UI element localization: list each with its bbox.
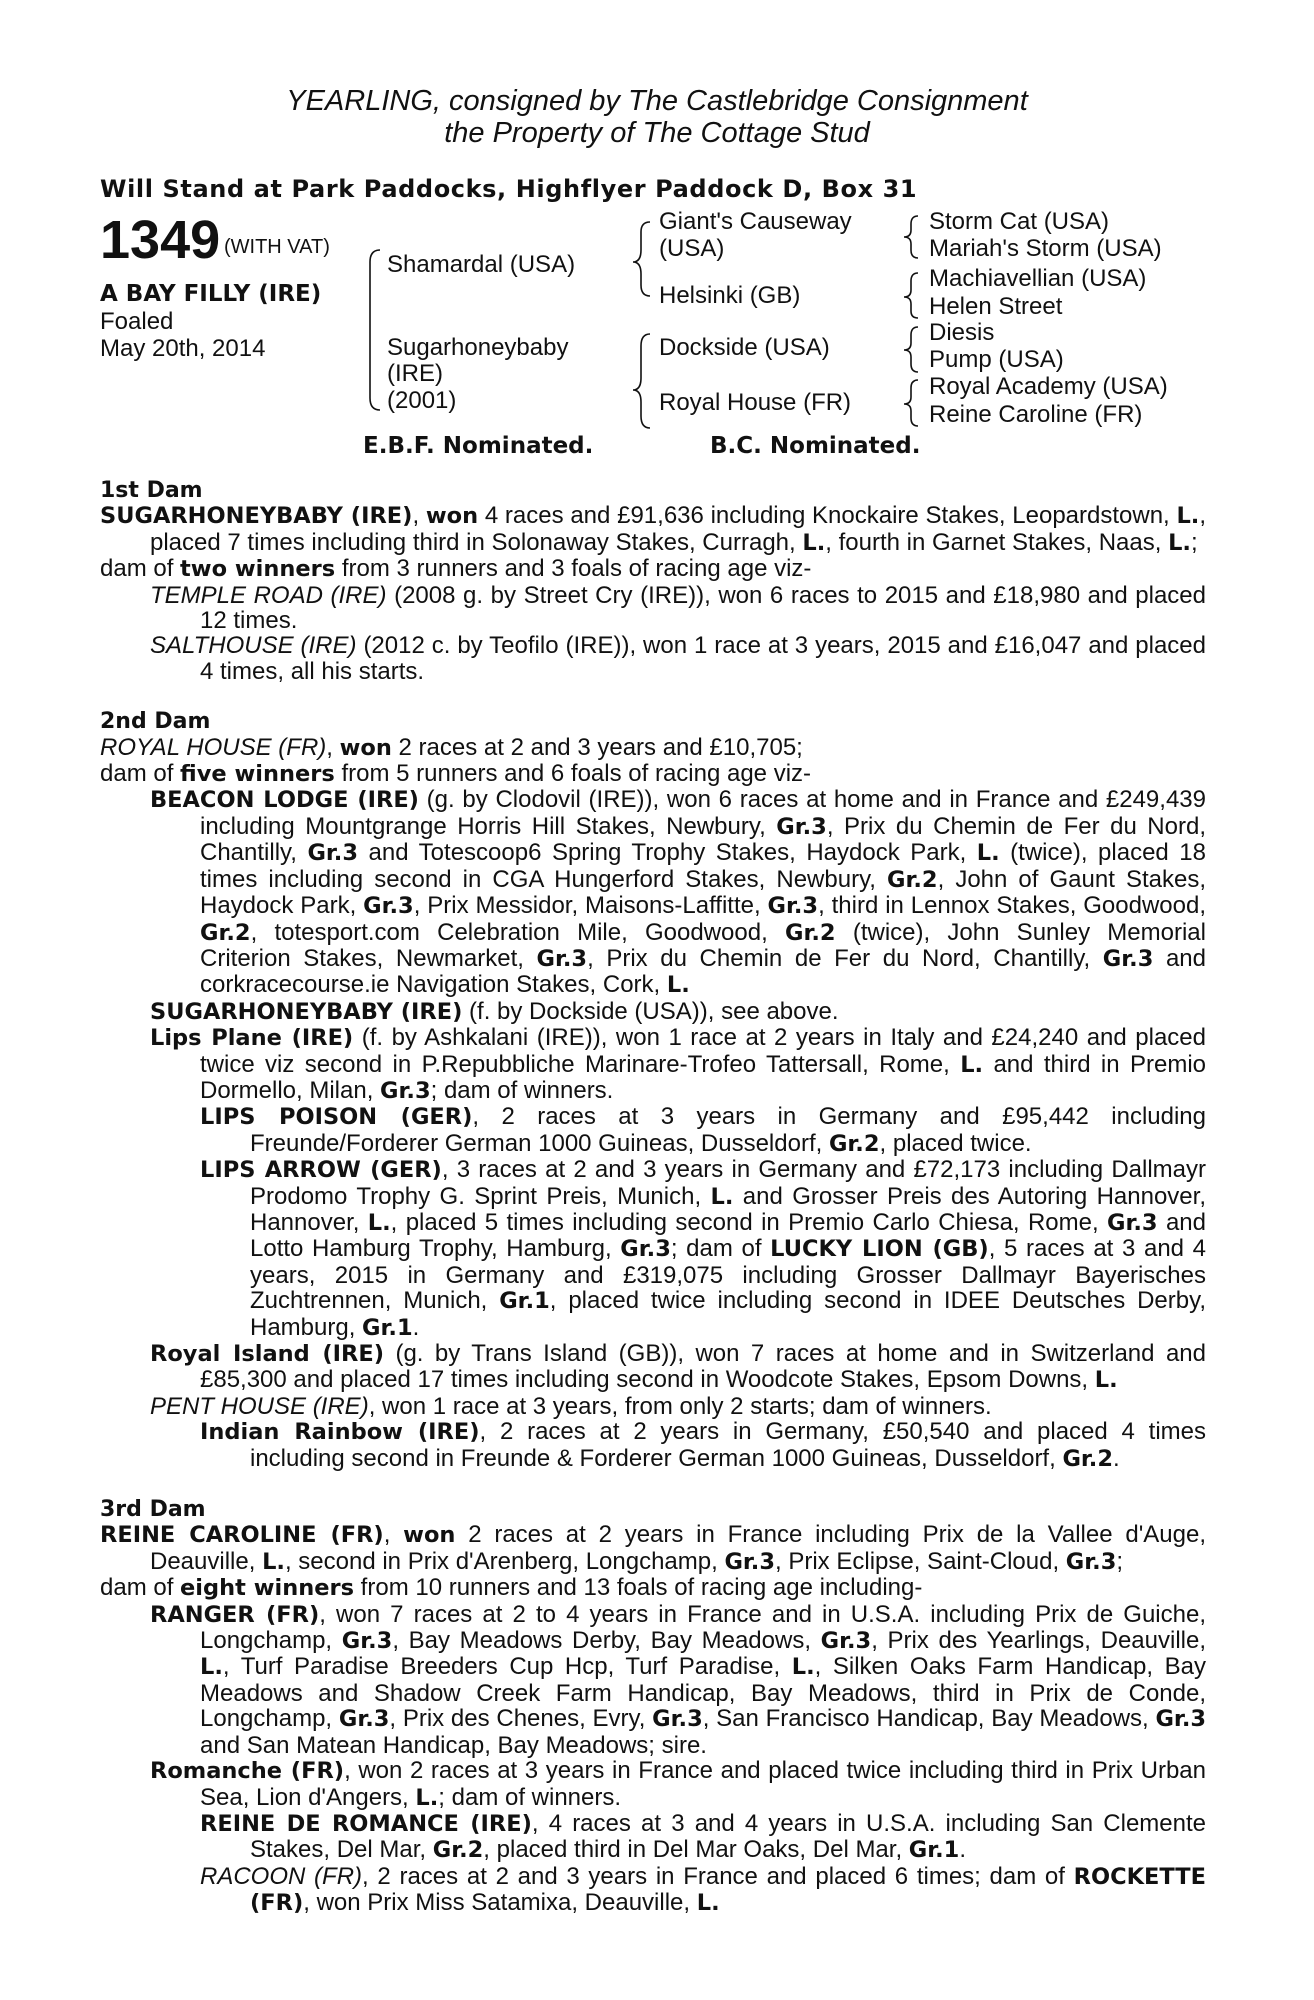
grand-produce-entry: LIPS POISON (GER), 2 races at 3 years in Germany and £95,442 including Freunde/Forderer German 1000 Guineas, Dusseldorf, Gr.2, placed twice.	[200, 1103, 1206, 1157]
sdd-name: Helen Street	[929, 293, 1063, 320]
property-line: the Property of The Cottage Stud	[444, 117, 870, 149]
third-dam-produce-summary: dam of eight winners from 10 runners and 13 foals of racing age including-	[100, 1574, 923, 1602]
produce-entry: Romanche (FR), won 2 races at 3 years in France and placed twice including third in Prix Urban Sea, Lion d'Angers, L.; dam of winners.	[150, 1757, 1207, 1811]
sss-name: Storm Cat (USA)	[929, 208, 1110, 235]
produce-entry: RANGER (FR), won 7 races at 2 to 4 years in France and in U.S.A. including Prix de Guiche, Longchamp, Gr.3, Bay Meadows Derby, Bay Meadows, Gr.3, Prix des Yearlings, Deauville, L., Turf Paradise Breeders Cup Hcp, Turf Paradise, L., Silken Oaks Farm Handicap, Bay Meadows and Shadow Creek Farm Handicap, Bay Meadows, third in Prix de Conde, Longchamp, Gr.3, Prix des Chenes, Evry, Gr.3, San Francisco Handicap, Bay Meadows, Gr.3 and San Matean Handicap, Bay Meadows; sire.	[150, 1600, 1207, 1759]
third-dam-record: REINE CAROLINE (FR), won 2 races at 2 years in France including Prix de la Vallee d'Auge, Deauville, L., second in Prix d'Arenberg, Longchamp, Gr.3, Prix Eclipse, Saint-Cloud, Gr.3;	[100, 1521, 1206, 1575]
ebf-nominated: E.B.F. Nominated.	[363, 433, 594, 459]
second-dam-heading: 2nd Dam	[100, 709, 211, 735]
sds-name: Machiavellian (USA)	[929, 265, 1147, 292]
dam-year: (2001)	[387, 387, 457, 414]
second-dam-record: ROYAL HOUSE (FR), won 2 races at 2 and 3 years and £10,705;	[100, 733, 803, 761]
first-dam-record: SUGARHONEYBABY (IRE), won 4 races and £91,636 including Knockaire Stakes, Leopardstown, L., placed 7 times including third in Solonaway Stakes, Curragh, L., fourth in Garnet Stakes, Naas, L.;	[100, 502, 1207, 556]
produce-entry: Lips Plane (IRE) (f. by Ashkalani (IRE)), won 1 race at 2 years in Italy and £24,240 and placed twice viz second in P.Repubbliche Marinare-Trofeo Tattersall, Rome, L. and third in Premio Dormello, Milan, Gr.3; dam of winners.	[150, 1024, 1206, 1104]
stand-location: Will Stand at Park Paddocks, Highflyer Paddock D, Box 31	[100, 175, 918, 203]
sire-dam-name: Helsinki (GB)	[659, 282, 801, 309]
produce-entry: SALTHOUSE (IRE) (2012 c. by Teofilo (IRE)), won 1 race at 3 years, 2015 and £16,047 and placed 4 times, all his starts.	[150, 632, 1207, 685]
lot-name: A BAY FILLY (IRE)	[100, 281, 322, 307]
ddd-name: Reine Caroline (FR)	[929, 401, 1143, 428]
second-dam-produce-summary: dam of five winners from 5 runners and 6 foals of racing age viz-	[100, 760, 812, 788]
sire-name: Shamardal (USA)	[387, 251, 576, 278]
sire-sire-name: Giant's Causeway	[659, 208, 852, 235]
dam-name: Sugarhoneybaby	[387, 334, 569, 361]
produce-entry: BEACON LODGE (IRE) (g. by Clodovil (IRE)), won 6 races at home and in France and £249,439 including Mountgrange Horris Hill Stakes, Newbury, Gr.3, Prix du Chemin de Fer du Nord, Chantilly, Gr.3 and Totescoop6 Spring Trophy Stakes, Haydock Park, L. (twice), placed 18 times including second in CGA Hungerford Stakes, Newbury, Gr.2, John of Gaunt Stakes, Haydock Park, Gr.3, Prix Messidor, Maisons-Laffitte, Gr.3, third in Lennox Stakes, Goodwood, Gr.2, totesport.com Celebration Mile, Goodwood, Gr.2 (twice), John Sunley Memorial Criterion Stakes, Newmarket, Gr.3, Prix du Chemin de Fer du Nord, Chantilly, Gr.3 and corkracecourse.ie Navigation Stakes, Cork, L.	[150, 786, 1207, 999]
dam-country: (IRE)	[387, 360, 443, 387]
foaled-date: May 20th, 2014	[100, 335, 266, 362]
dss-name: Diesis	[929, 319, 995, 346]
grand-produce-entry: LIPS ARROW (GER), 3 races at 2 and 3 years in Germany and £72,173 including Dallmayr Prodomo Trophy G. Sprint Preis, Munich, L. and Grosser Preis des Autoring Hannover, Hannover, L., placed 5 times including second in Premio Carlo Chiesa, Rome, Gr.3 and Lotto Hamburg Trophy, Hamburg, Gr.3; dam of LUCKY LION (GB), 5 races at 3 and 4 years, 2015 in Germany and £319,075 including Grosser Dallmayr Bayerisches Zuchtrennen, Munich, Gr.1, placed twice including second in IDEE Deutsches Derby, Hamburg, Gr.1.	[200, 1156, 1207, 1341]
dsd-name: Pump (USA)	[929, 346, 1064, 373]
third-dam-heading: 3rd Dam	[100, 1497, 206, 1523]
bc-nominated: B.C. Nominated.	[710, 433, 921, 459]
vat-note: (WITH VAT)	[224, 236, 330, 258]
produce-entry: Royal Island (IRE) (g. by Trans Island (GB)), won 7 races at home and in Switzerland and £85,300 and placed 17 times including second in Woodcote Stakes, Epsom Downs, L.	[150, 1340, 1206, 1394]
grand-produce-entry: Indian Rainbow (IRE), 2 races at 2 years in Germany, £50,540 and placed 4 times including second in Freunde & Forderer German 1000 Guineas, Dusseldorf, Gr.2.	[200, 1418, 1206, 1472]
sire-sire-country: (USA)	[659, 235, 725, 262]
dam-dam-name: Royal House (FR)	[659, 389, 852, 416]
first-dam-heading: 1st Dam	[100, 478, 203, 503]
produce-entry: SUGARHONEYBABY (IRE) (f. by Dockside (USA)), see above.	[150, 997, 839, 1025]
grand-produce-entry: RACOON (FR), 2 races at 2 and 3 years in France and placed 6 times; dam of ROCKETTE (FR), won Prix Miss Satamixa, Deauville, L.	[200, 1862, 1207, 1917]
produce-entry: PENT HOUSE (IRE), won 1 race at 3 years, from only 2 starts; dam of winners.	[150, 1392, 992, 1420]
produce-entry: TEMPLE ROAD (IRE) (2008 g. by Street Cry (IRE)), won 6 races to 2015 and £18,980 and placed 12 times.	[150, 581, 1206, 635]
ssd-name: Mariah's Storm (USA)	[929, 235, 1162, 262]
dam-sire-name: Dockside (USA)	[659, 334, 830, 361]
pedigree-notes	[100, 478, 1206, 1917]
grand-produce-entry: REINE DE ROMANCE (IRE), 4 races at 3 and 4 years in U.S.A. including San Clemente Stakes, Del Mar, Gr.2, placed third in Del Mar Oaks, Del Mar, Gr.1.	[200, 1809, 1207, 1864]
dds-name: Royal Academy (USA)	[929, 373, 1168, 400]
foaled-label: Foaled	[100, 308, 174, 335]
consignor-line: YEARLING, consigned by The Castlebridge Consignment	[286, 85, 1028, 117]
first-dam-produce-summary: dam of two winners from 3 runners and 3 foals of racing age viz-	[100, 555, 812, 583]
lot-number: 1349	[100, 210, 221, 270]
